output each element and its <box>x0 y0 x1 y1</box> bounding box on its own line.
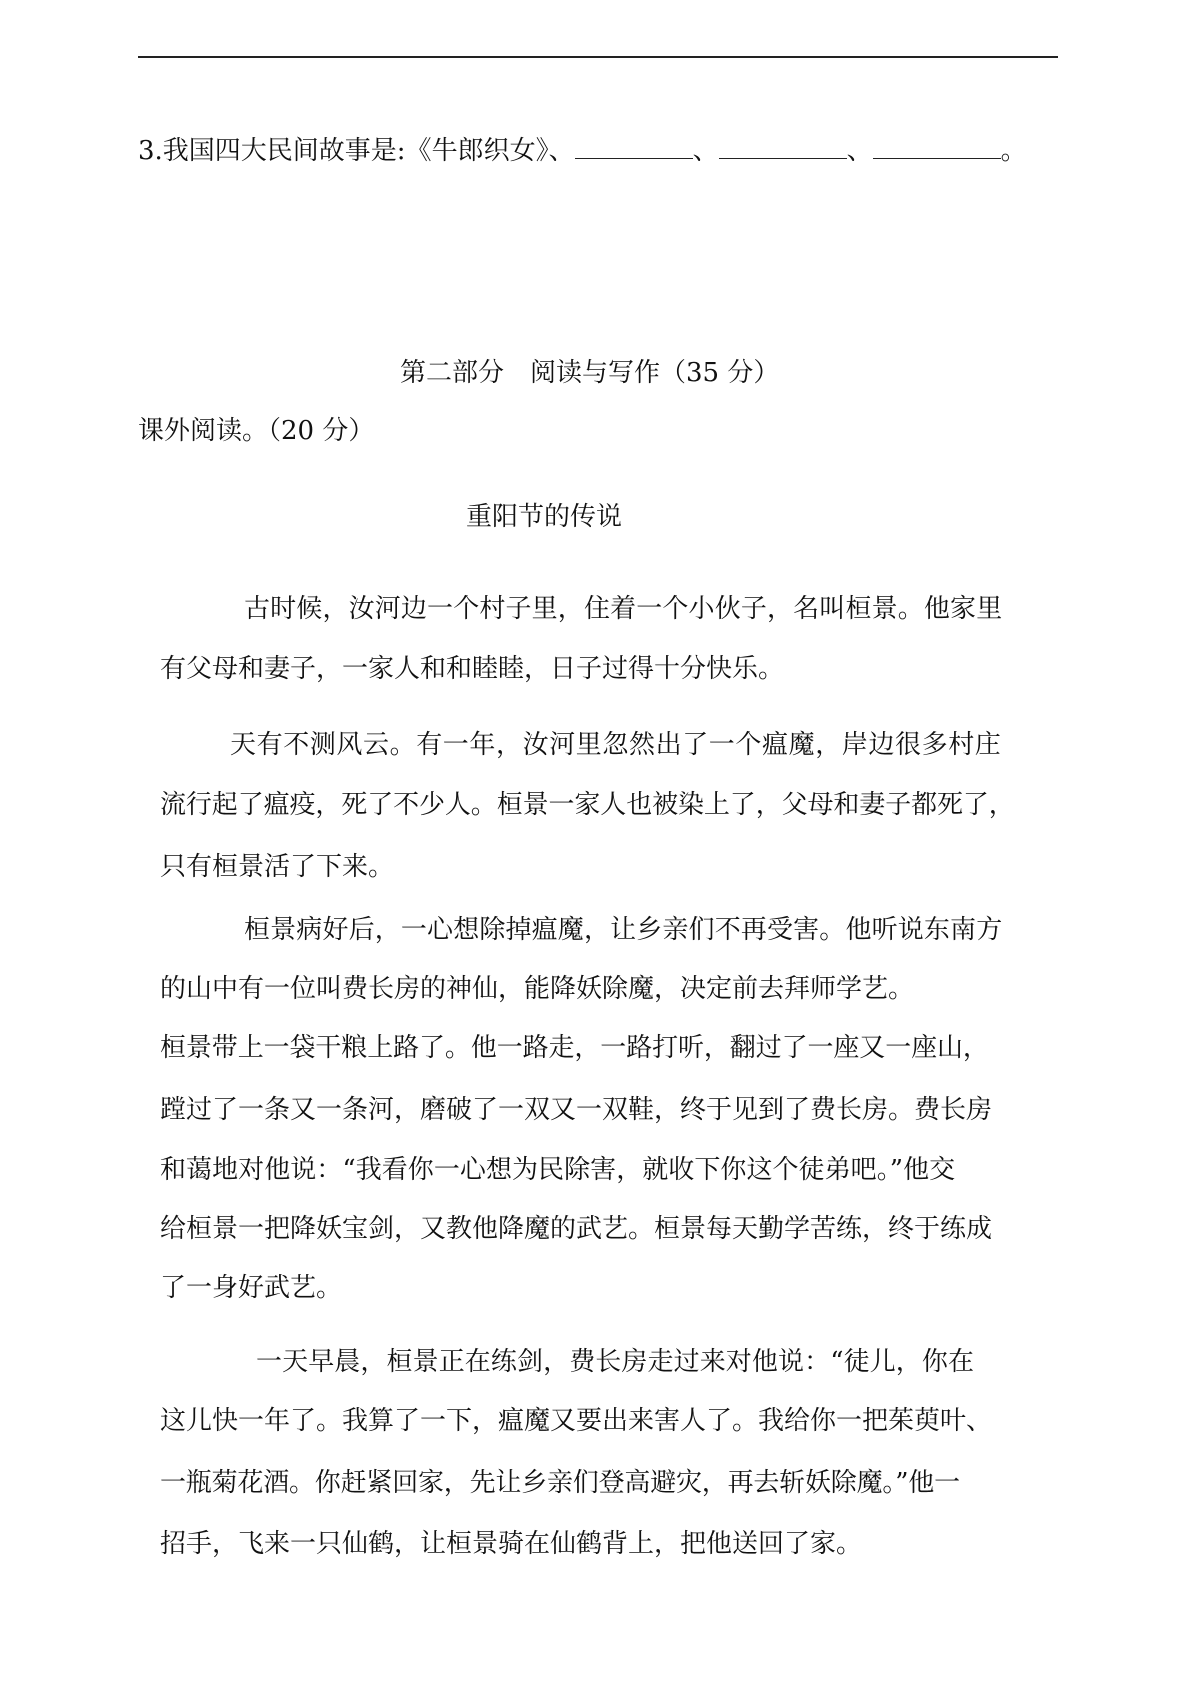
answer-blank-1[interactable] <box>575 132 693 159</box>
separator-1: 、 <box>692 136 719 166</box>
story-line: 招手，飞来一只仙鹤，让桓景骑在仙鹤背上，把他送回了家。 <box>160 1529 863 1559</box>
story-line: 蹚过了一条又一条河，磨破了一双又一双鞋，终于见到了费长房。费长房 <box>160 1095 993 1125</box>
story-title: 重阳节的传说 <box>466 502 623 532</box>
story-line: 这儿快一年了。我算了一下，瘟魔又要出来害人了。我给你一把茱萸叶、 <box>160 1406 993 1436</box>
story-line: 的山中有一位叫费长房的神仙，能降妖除魔，决定前去拜师学艺。 <box>160 974 915 1004</box>
story-line: 天有不测风云。有一年，汝河里忽然出了一个瘟魔，岸边很多村庄 <box>230 730 1002 760</box>
reading-label: 课外阅读。（20 分） <box>138 416 375 446</box>
question-3-prefix: 3.我国四大民间故事是:《牛郎织女》、 <box>138 136 575 166</box>
answer-blank-3[interactable] <box>873 132 1001 159</box>
story-line: 只有桓景活了下来。 <box>160 852 395 882</box>
story-line: 给桓景一把降妖宝剑，又教他降魔的武艺。桓景每天勤学苦练，终于练成 <box>160 1214 993 1244</box>
header-rule <box>138 56 1058 58</box>
story-line: 流行起了瘟疫，死了不少人。桓景一家人也被染上了，父母和妻子都死了， <box>160 790 1015 820</box>
separator-2: 、 <box>846 136 873 166</box>
story-line: 桓景带上一袋干粮上路了。他一路走，一路打听，翻过了一座又一座山， <box>160 1033 989 1063</box>
story-line: 一天早晨，桓景正在练剑，费长房走过来对他说：“徒儿，你在 <box>256 1347 975 1377</box>
story-line: 一瓶菊花酒。你赶紧回家，先让乡亲们登高避灾，再去斩妖除魔。”他一 <box>160 1468 960 1498</box>
story-line: 和蔼地对他说：“我看你一心想为民除害，就收下你这个徒弟吧。”他交 <box>160 1155 956 1185</box>
story-line: 桓景病好后，一心想除掉瘟魔，让乡亲们不再受害。他听说东南方 <box>244 915 1003 945</box>
section-title: 第二部分 阅读与写作（35 分） <box>400 358 780 388</box>
question-3-end: 。 <box>1000 136 1027 166</box>
story-line: 有父母和妻子，一家人和和睦睦，日子过得十分快乐。 <box>160 654 785 684</box>
question-3 <box>138 132 1027 168</box>
answer-blank-2[interactable] <box>719 132 847 159</box>
story-line: 古时候，汝河边一个村子里，住着一个小伙子，名叫桓景。他家里 <box>244 594 1003 624</box>
story-line: 了一身好武艺。 <box>160 1273 343 1303</box>
